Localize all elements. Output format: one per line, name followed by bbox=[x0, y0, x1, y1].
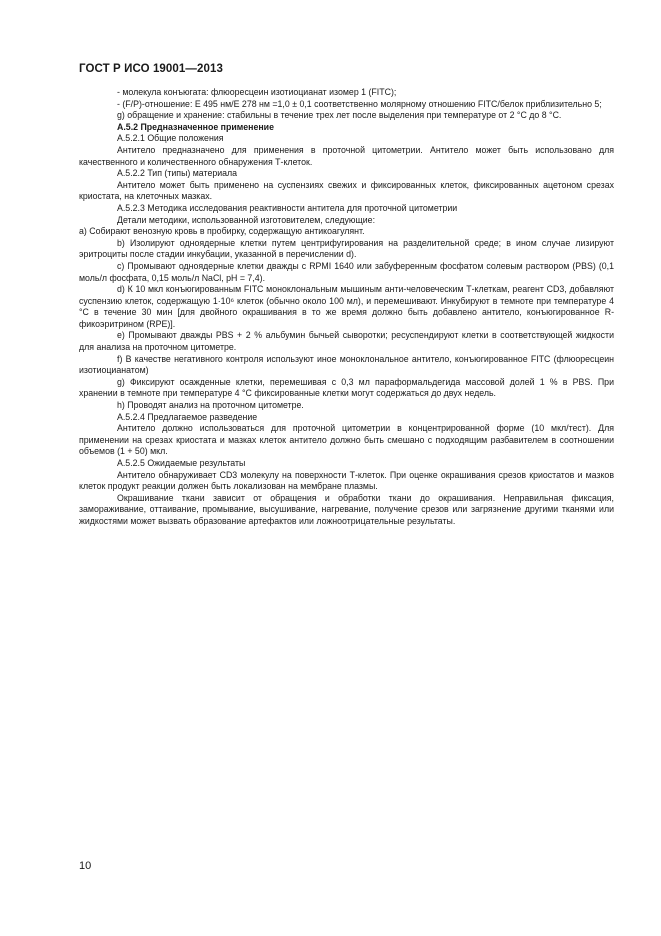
paragraph: Антитело может быть применено на суспензиях свежих и фиксированных клеток, фиксированных ацетоном срезах криостата, на клеточных мазках. bbox=[79, 179, 614, 202]
paragraph: Окрашивание ткани зависит от обращения и обработки ткани до окрашивания. Неправильная фиксация, замораживание, оттаивание, промывание, высушивание, нагревание, получение срезов или загрязнение другими тканями или жидкостями может вызвать образование артефактов или ложноотрицательные результаты. bbox=[79, 492, 614, 526]
document-body bbox=[79, 87, 614, 528]
paragraph: g) обращение и хранение: стабильны в течение трех лет после выделения при температуре от 2 °С до 8 °С. bbox=[117, 110, 562, 121]
subsection-heading: А.5.2.3 Методика исследования реактивности антитела для проточной цитометрии bbox=[117, 202, 458, 213]
paragraph: - (F/P)-отношение: Е 495 нм/Е 278 нм =1,0 ± 0,1 соответственно молярному отношению FITC/белок приблизительно 5; bbox=[117, 98, 602, 109]
subsection-heading: А.5.2.4 Предлагаемое разведение bbox=[117, 411, 258, 422]
paragraph: Антитело предназначено для применения в проточной цитометрии. Антитело может быть использовано для качественного и количественного обнаружения Т-клеток. bbox=[79, 144, 614, 167]
list-item: d) К 10 мкл конъюгированным FITC моноклональным мышиным анти-человеческим Т-клеткам, реагент CD3, добавляют суспензию клеток, содержащую 1·10⁶ клеток (обычно около 100 мл), и перемешивают. Инкубируют в темноте при температуре 4 °С в течение 30 мин [для двойного окрашивания в то же время должно быть добавлено антитело, конъюгированное R-фикоэритрином (RPE)]. bbox=[79, 284, 614, 329]
list-item: b) Изолируют одноядерные клетки путем центрифугирования на разделительной среде; в ином случае лизируют эритроциты после стадии инкубации, указанной в перечислении d). bbox=[79, 237, 614, 260]
document-header: ГОСТ Р ИСО 19001—2013 bbox=[79, 63, 224, 75]
page-number: 10 bbox=[79, 860, 92, 872]
list-item: g) Фиксируют осажденные клетки, перемешивая с 0,3 мл параформальдегида массовой долей 1 % в PBS. При хранении в темноте при температуре 4 °С фиксированные клетки могут содержаться до двух недель. bbox=[79, 376, 614, 399]
list-item: e) Промывают дважды PBS + 2 % альбумин бычьей сыворотки; ресуспендируют клетки в соответствующей жидкости для анализа на проточном цитометре. bbox=[79, 330, 614, 353]
subsection-heading: А.5.2.5 Ожидаемые результаты bbox=[117, 458, 246, 468]
paragraph: Антитело должно использоваться для проточной цитометрии в концентрированной форме (10 мкл/тест). Для применении на срезах криостата и мазках клеток антитело должно быть смешано с подходящим разбавителем в соотношении объемов (1 + 50) мкл. bbox=[79, 423, 614, 457]
paragraph: Детали методики, использованной изготовителем, следующие: bbox=[117, 214, 376, 225]
subsection-heading: А.5.2.2 Тип (типы) материала bbox=[117, 168, 238, 179]
list-item: c) Промывают одноядерные клетки дважды с RPMI 1640 или забуференным фосфатом солевым раствором (PBS) (0,1 моль/л фосфата, 0,15 моль/л NaCl, рН = 7,4). bbox=[79, 260, 614, 283]
section-heading: А.5.2 Предназначенное применение bbox=[117, 121, 274, 132]
list-item: h) Проводят анализ на проточном цитометре. bbox=[117, 400, 304, 411]
list-item: f) В качестве негативного контроля используют иное моноклональное антитело, конъюгированное FITC (флюоресцеин изотиоцианатом) bbox=[79, 353, 614, 376]
paragraph: Антитело обнаруживает CD3 молекулу на поверхности Т-клеток. При оценке окрашивания срезов криостатов и мазков клеток продукт реакции должен быть локализован на мембране плазмы. bbox=[79, 469, 614, 492]
paragraph: - молекула конъюгата: флюоресцеин изотиоцианат изомер 1 (FITC); bbox=[117, 87, 397, 97]
subsection-heading: А.5.2.1 Общие положения bbox=[117, 133, 224, 144]
list-item: а) Собирают венозную кровь в пробирку, содержащую антикоагулянт. bbox=[79, 226, 365, 237]
